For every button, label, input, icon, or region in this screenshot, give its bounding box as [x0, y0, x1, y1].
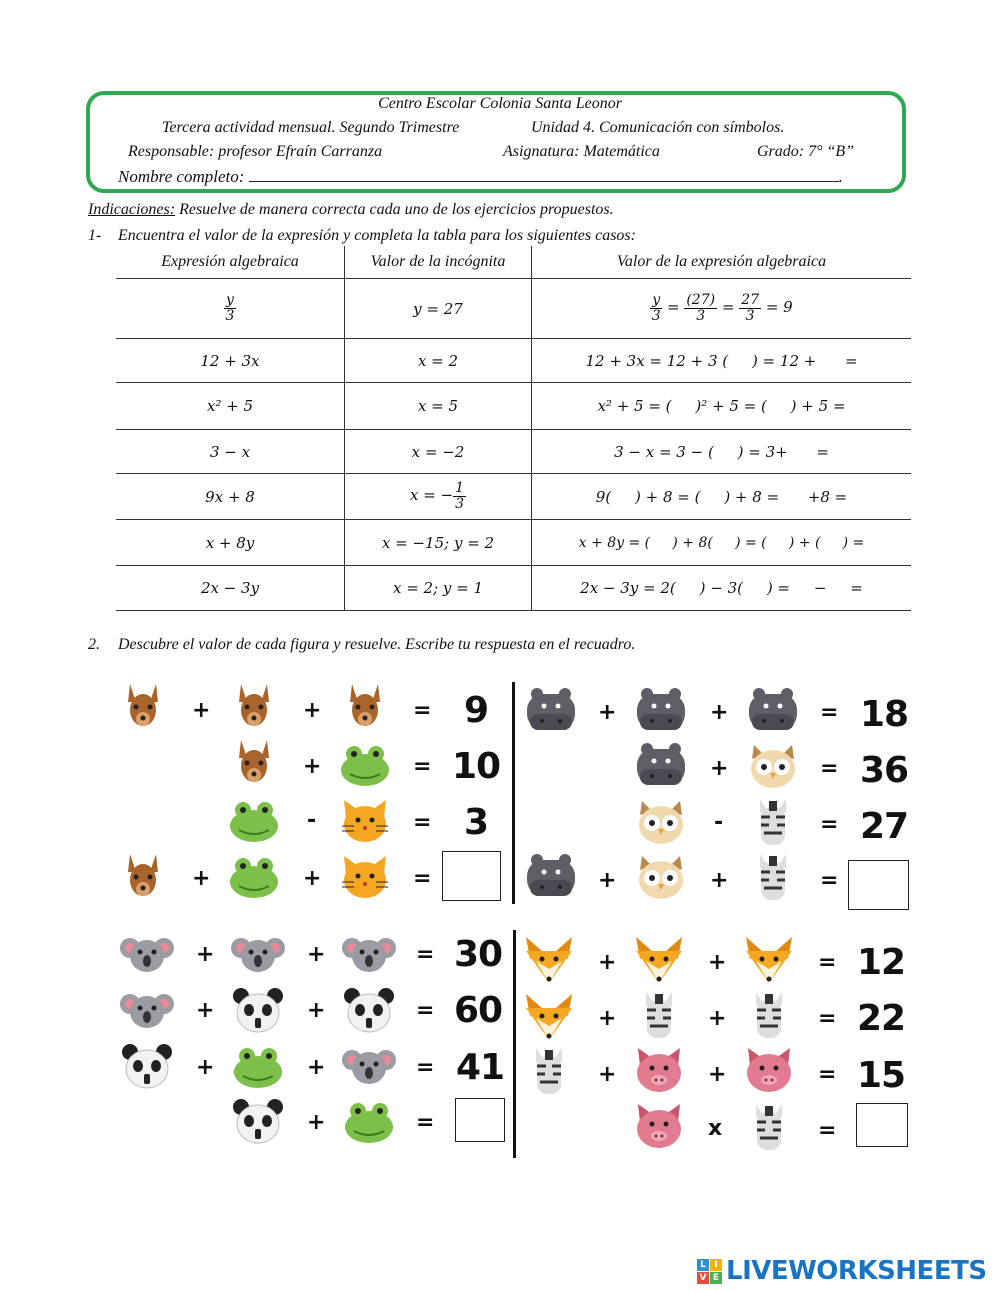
result-cell[interactable]: 2x − 3y = 2( ) − 3( ) = − =: [532, 566, 912, 611]
unit-title: Unidad 4. Comunicación con símbolos.: [531, 119, 785, 136]
cat-icon: [338, 796, 392, 846]
plus-sign: +: [598, 1062, 617, 1087]
expr-cell: x + 8y: [116, 520, 345, 566]
fox-icon: [522, 935, 576, 985]
plus-sign: +: [307, 1055, 326, 1080]
plus-sign: +: [307, 942, 326, 967]
fraction: $\frac{y}{3}$: [225, 292, 235, 324]
result-cell: $\frac{y}{3}$ = $\frac{(27)}{3}$ = $\frac{27}{3}$ = 9: [532, 279, 912, 339]
answer-box[interactable]: [455, 1098, 505, 1142]
equals-sign: =: [820, 756, 839, 781]
result-cell[interactable]: 9( ) + 8 = ( ) + 8 = +8 =: [532, 474, 912, 520]
col-value: Valor de la incógnita: [345, 246, 532, 279]
value-cell: x = − $\frac{1}{3}$: [345, 474, 532, 520]
plus-sign: +: [192, 866, 211, 891]
kangaroo-icon: [116, 852, 170, 902]
name-row: Nombre completo: .: [118, 167, 843, 186]
value-cell: x = 2: [345, 339, 532, 383]
equals-sign: =: [820, 700, 839, 725]
equals-sign: =: [416, 942, 435, 967]
hippo-icon: [524, 852, 578, 902]
frog-icon: [338, 740, 392, 790]
plus-sign: +: [196, 942, 215, 967]
equals-sign: =: [413, 754, 432, 779]
frog-icon: [231, 1042, 285, 1092]
plus-sign: +: [303, 866, 322, 891]
panda-icon: [231, 1097, 285, 1147]
panda-icon: [231, 986, 285, 1036]
plus-sign: +: [708, 1062, 727, 1087]
liveworksheets-logo: [697, 1256, 987, 1286]
zebra-icon: [746, 852, 800, 902]
koala-icon: [120, 930, 174, 980]
plus-sign: +: [196, 1055, 215, 1080]
equals-sign: =: [820, 812, 839, 837]
grade: Grado: 7° “B”: [757, 143, 855, 160]
q1-number: 1-: [88, 227, 102, 244]
col-result: Valor de la expresión algebraica: [532, 246, 912, 279]
result-value: 12: [857, 942, 906, 983]
zebra-icon: [746, 797, 800, 847]
instructions: [88, 201, 614, 219]
result-value: 15: [857, 1055, 906, 1096]
table-row: [116, 474, 911, 520]
pig-icon: [632, 1046, 686, 1096]
expr-cell: 2x − 3y: [116, 566, 345, 611]
q1-text: Encuentra el valor de la expresión y completa la tabla para los siguientes casos:: [118, 227, 636, 244]
owl-icon: [746, 741, 800, 791]
activity-title: Tercera actividad mensual. Segundo Trimestre: [162, 119, 460, 136]
school-name: Centro Escolar Colonia Santa Leonor: [378, 95, 622, 112]
plus-sign: +: [598, 700, 617, 725]
kangaroo-icon: [338, 682, 392, 732]
equals-sign: =: [416, 1110, 435, 1135]
result-value: 3: [464, 802, 489, 843]
plus-sign: +: [192, 698, 211, 723]
result-cell[interactable]: x + 8y = ( ) + 8( ) = ( ) + ( ) =: [532, 520, 912, 566]
fox-icon: [632, 935, 686, 985]
hippo-icon: [524, 686, 578, 736]
frog-icon: [342, 1097, 396, 1147]
answer-box[interactable]: [856, 1103, 908, 1147]
equals-sign: =: [818, 1118, 837, 1143]
divider: [513, 930, 516, 1158]
expr-cell: 12 + 3x: [116, 339, 345, 383]
teacher: Responsable: profesor Efraín Carranza: [128, 143, 383, 160]
instructions-label: Indicaciones:: [88, 201, 176, 218]
plus-sign: +: [303, 754, 322, 779]
brand-text: LIVEWORKSHEETS: [726, 1256, 987, 1286]
plus-sign: +: [708, 1006, 727, 1031]
name-label: Nombre completo:: [118, 167, 245, 186]
plus-sign: +: [708, 950, 727, 975]
minus-sign: -: [714, 810, 724, 835]
expression-table: [116, 246, 911, 611]
koala-icon: [342, 1042, 396, 1092]
q2-number: 2.: [88, 636, 100, 653]
panda-icon: [342, 986, 396, 1036]
koala-icon: [120, 986, 174, 1036]
plus-sign: +: [303, 698, 322, 723]
value-cell: x = 5: [345, 383, 532, 430]
table-row: [116, 383, 911, 430]
value-cell: x = −15; y = 2: [345, 520, 532, 566]
instructions-text: Resuelve de manera correcta cada uno de los ejercicios propuestos.: [175, 201, 614, 218]
result-cell[interactable]: 12 + 3x = 12 + 3 ( ) = 12 + =: [532, 339, 912, 383]
zebra-icon: [632, 990, 686, 1040]
equals-sign: =: [413, 866, 432, 891]
equals-sign: =: [818, 1006, 837, 1031]
plus-sign: +: [307, 998, 326, 1023]
koala-icon: [231, 930, 285, 980]
hippo-icon: [634, 741, 688, 791]
q2-text: Descubre el valor de cada figura y resuelve. Escribe tu respuesta en el recuadro.: [118, 636, 636, 653]
equals-sign: =: [413, 698, 432, 723]
times-sign: x: [708, 1116, 723, 1141]
pig-icon: [632, 1102, 686, 1152]
hippo-icon: [634, 686, 688, 736]
fox-icon: [742, 935, 796, 985]
subject: Asignatura: Matemática: [503, 143, 660, 160]
result-cell[interactable]: 3 − x = 3 − ( ) = 3+ =: [532, 430, 912, 474]
col-expression: Expresión algebraica: [116, 246, 345, 279]
plus-sign: +: [598, 950, 617, 975]
equals-sign: =: [820, 868, 839, 893]
name-input[interactable]: [249, 167, 839, 182]
kangaroo-icon: [227, 682, 281, 732]
panda-icon: [120, 1042, 174, 1092]
equals-sign: =: [818, 1062, 837, 1087]
result-value: 18: [860, 694, 909, 735]
zebra-icon: [742, 1102, 796, 1152]
result-value: 60: [454, 990, 503, 1031]
cat-icon: [338, 852, 392, 902]
plus-sign: +: [598, 868, 617, 893]
result-value: 22: [857, 998, 906, 1039]
value-cell: y = 27: [345, 279, 532, 339]
table-row: [116, 279, 911, 339]
equals-sign: =: [416, 1055, 435, 1080]
owl-icon: [634, 797, 688, 847]
minus-sign: -: [307, 808, 317, 833]
result-cell[interactable]: x² + 5 = ( )² + 5 = ( ) + 5 =: [532, 383, 912, 430]
fox-icon: [522, 992, 576, 1042]
hippo-icon: [746, 686, 800, 736]
expr-cell: 3 − x: [116, 430, 345, 474]
plus-sign: +: [307, 1110, 326, 1135]
result-value: 30: [454, 934, 503, 975]
result-value: 10: [452, 746, 501, 787]
pig-icon: [742, 1046, 796, 1096]
equals-sign: =: [818, 950, 837, 975]
zebra-icon: [742, 990, 796, 1040]
table-row: [116, 339, 911, 383]
expr-cell: [116, 279, 345, 339]
result-value: 27: [860, 806, 909, 847]
koala-icon: [342, 930, 396, 980]
equals-sign: =: [416, 998, 435, 1023]
plus-sign: +: [710, 700, 729, 725]
plus-sign: +: [196, 998, 215, 1023]
frog-icon: [227, 852, 281, 902]
kangaroo-icon: [227, 738, 281, 788]
equals-sign: =: [413, 810, 432, 835]
divider: [512, 682, 515, 904]
zebra-icon: [522, 1046, 576, 1096]
plus-sign: +: [598, 1006, 617, 1031]
result-value: 36: [860, 750, 909, 791]
plus-sign: +: [710, 756, 729, 781]
owl-icon: [634, 852, 688, 902]
result-value: 9: [464, 690, 489, 731]
brand-mark: L I V E: [697, 1259, 722, 1284]
table-row: [116, 566, 911, 611]
answer-box[interactable]: [442, 851, 501, 901]
result-value: 41: [456, 1047, 505, 1088]
value-cell: x = 2; y = 1: [345, 566, 532, 611]
value-cell: x = −2: [345, 430, 532, 474]
table-row: [116, 430, 911, 474]
answer-box[interactable]: [848, 860, 909, 910]
expr-cell: 9x + 8: [116, 474, 345, 520]
expr-cell: x² + 5: [116, 383, 345, 430]
table-row: [116, 520, 911, 566]
plus-sign: +: [710, 868, 729, 893]
frog-icon: [227, 796, 281, 846]
kangaroo-icon: [116, 682, 170, 732]
